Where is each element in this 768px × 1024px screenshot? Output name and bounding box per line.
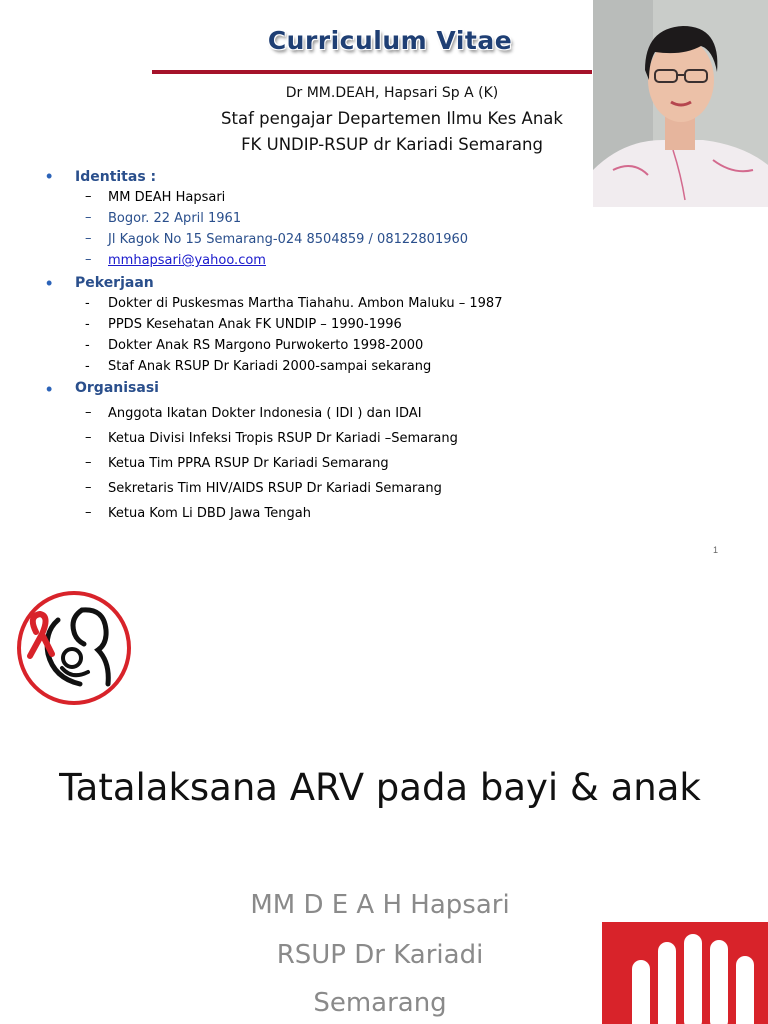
dash-icon: – <box>85 231 92 246</box>
identitas-email-link[interactable]: mmhapsari@yahoo.com <box>108 253 266 268</box>
section-organisasi: Organisasi <box>75 380 159 396</box>
bullet-dot-icon: • <box>46 273 53 293</box>
presenter-institution: RSUP Dr Kariadi <box>276 940 484 970</box>
section-pekerjaan: Pekerjaan <box>75 275 154 291</box>
dash-icon: - <box>85 338 90 353</box>
hand-logo <box>602 922 768 1024</box>
pekerjaan-item: PPDS Kesehatan Anak FK UNDIP – 1990-1996 <box>108 317 402 332</box>
logo-graphic <box>14 588 132 706</box>
presenter-name: MM D E A H Hapsari <box>250 890 510 920</box>
section-identitas: Identitas : <box>75 169 157 185</box>
identitas-name: MM DEAH Hapsari <box>108 190 226 205</box>
dash-icon: – <box>85 210 92 225</box>
organisasi-item: Ketua Kom Li DBD Jawa Tengah <box>108 506 311 521</box>
person-photo <box>593 0 768 207</box>
dash-icon: – <box>85 405 92 420</box>
dash-icon: – <box>85 455 92 470</box>
dash-icon: - <box>85 296 90 311</box>
dash-icon: – <box>85 430 92 445</box>
cv-department: Staf pengajar Departemen Ilmu Kes Anak <box>221 109 563 128</box>
dash-icon: – <box>85 189 92 204</box>
dash-icon: – <box>85 505 92 520</box>
presenter-city: Semarang <box>313 988 447 1018</box>
organisasi-item: Sekretaris Tim HIV/AIDS RSUP Dr Kariadi Semarang <box>108 481 442 496</box>
title-slide <box>0 572 768 1024</box>
dash-icon: - <box>85 317 90 332</box>
dash-icon: – <box>85 480 92 495</box>
identitas-birth: Bogor. 22 April 1961 <box>108 211 242 226</box>
title-rule <box>152 70 592 74</box>
talk-title: Tatalaksana ARV pada bayi & anak <box>59 766 701 809</box>
person-photo-illustration <box>593 0 768 207</box>
pekerjaan-item: Dokter Anak RS Margono Purwokerto 1998-2000 <box>108 338 424 353</box>
cv-name: Dr MM.DEAH, Hapsari Sp A (K) <box>285 85 499 101</box>
pekerjaan-item: Staf Anak RSUP Dr Kariadi 2000-sampai sekarang <box>108 359 432 374</box>
cv-institution: FK UNDIP-RSUP dr Kariadi Semarang <box>241 135 543 154</box>
dash-icon: - <box>85 359 90 374</box>
organisasi-item: Anggota Ikatan Dokter Indonesia ( IDI ) dan IDAI <box>108 406 422 421</box>
hand-logo-graphic <box>602 922 768 1024</box>
organisasi-item: Ketua Tim PPRA RSUP Dr Kariadi Semarang <box>108 456 389 471</box>
identitas-address: Jl Kagok No 15 Semarang-024 8504859 / 08122801960 <box>108 232 469 247</box>
pekerjaan-item: Dokter di Puskesmas Martha Tiahahu. Ambon Maluku – 1987 <box>108 296 503 311</box>
cv-title: Curriculum Vitae <box>267 26 513 55</box>
bullet-dot-icon: • <box>46 379 53 399</box>
page-number: 1 <box>713 545 719 555</box>
dash-icon: – <box>85 252 92 267</box>
bullet-dot-icon: • <box>46 166 53 186</box>
organisasi-item: Ketua Divisi Infeksi Tropis RSUP Dr Kariadi –Semarang <box>108 431 458 446</box>
mother-child-red-ribbon-logo <box>14 588 132 706</box>
